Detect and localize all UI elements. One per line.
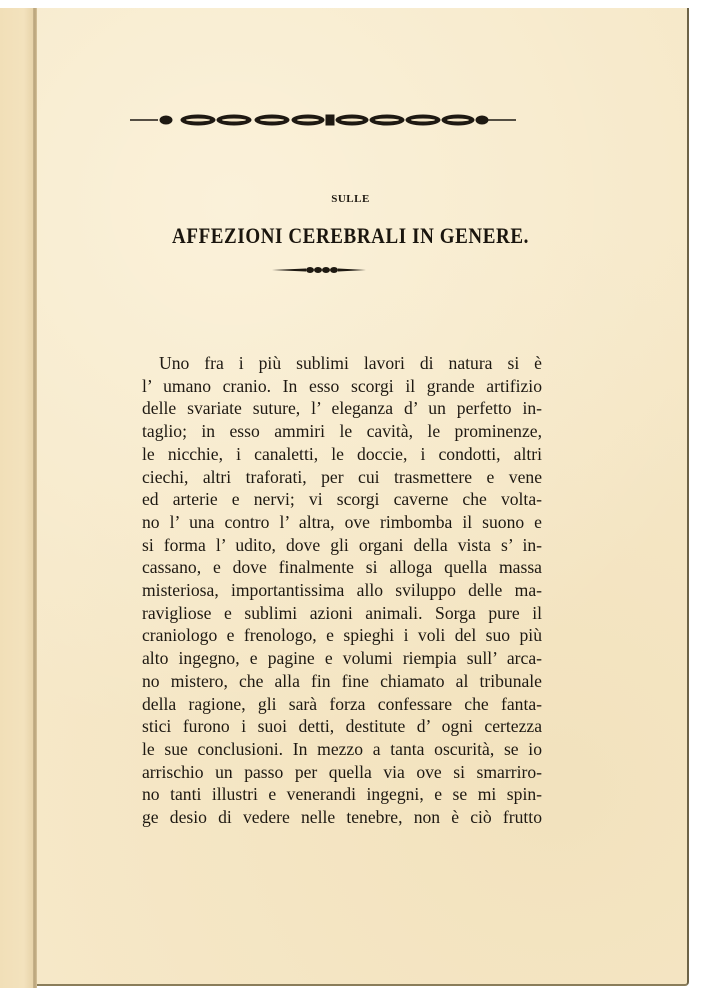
text-line: delle svariate suture, l’ eleganza d’ un perfetto in-: [142, 398, 542, 419]
text-line: ge desio di vedere nelle tenebre, non è ciò frutto: [142, 807, 542, 828]
section-subtitle: SULLE: [331, 193, 370, 205]
text-line: no tanti illustri e venerandi ingegni, e se mi spin-: [142, 784, 542, 805]
left-page-edge: [0, 8, 34, 988]
text-line: ravigliose e sublimi azioni animali. Sorga pure il: [142, 602, 542, 623]
chapter-title: AFFEZIONI CEREBRALI IN GENERE.: [172, 224, 529, 249]
decorative-rule-chain-icon: [128, 112, 518, 128]
text-line: cassano, e dove finalmente si alloga quella massa: [142, 557, 542, 578]
text-line: misteriosa, importantissima allo sviluppo delle ma-: [142, 580, 542, 601]
text-line: no l’ una contro l’ altra, ove rimbomba il suono e: [142, 511, 542, 532]
text-line: ciechi, altri traforati, per cui trasmettere e vene: [142, 466, 542, 487]
decorative-rule-small-icon: [272, 264, 366, 276]
text-line: stici furono i suoi detti, destitute d’ ogni certezza: [142, 716, 542, 737]
text-line: della ragione, gli sarà forza confessare che fanta-: [142, 693, 542, 714]
text-line: craniologo e frenologo, e spieghi i voli del suo più: [142, 625, 542, 646]
body-paragraph: [142, 352, 542, 829]
text-line: le nicchie, i canaletti, le doccie, i condotti, altri: [142, 443, 542, 464]
text-line: arrischio un passo per quella via ove si smarriro-: [142, 761, 542, 782]
text-line: no mistero, che alla fin fine chiamato al tribunale: [142, 670, 542, 691]
text-line: taglio; in esso ammiri le cavità, le prominenze,: [142, 421, 542, 442]
text-line: ed arterie e nervi; vi scorgi caverne che volta-: [142, 489, 542, 510]
text-line: si forma l’ udito, dove gli organi della vista s’ in-: [142, 534, 542, 555]
text-line: alto ingegno, e pagine e volumi riempia sull’ arca-: [142, 648, 542, 669]
text-line: Uno fra i più sublimi lavori di natura si è: [159, 353, 542, 373]
text-line: le sue conclusioni. In mezzo a tanta oscurità, se io: [142, 738, 542, 759]
text-line: l’ umano cranio. In esso scorgi il grande artifizio: [142, 375, 542, 396]
